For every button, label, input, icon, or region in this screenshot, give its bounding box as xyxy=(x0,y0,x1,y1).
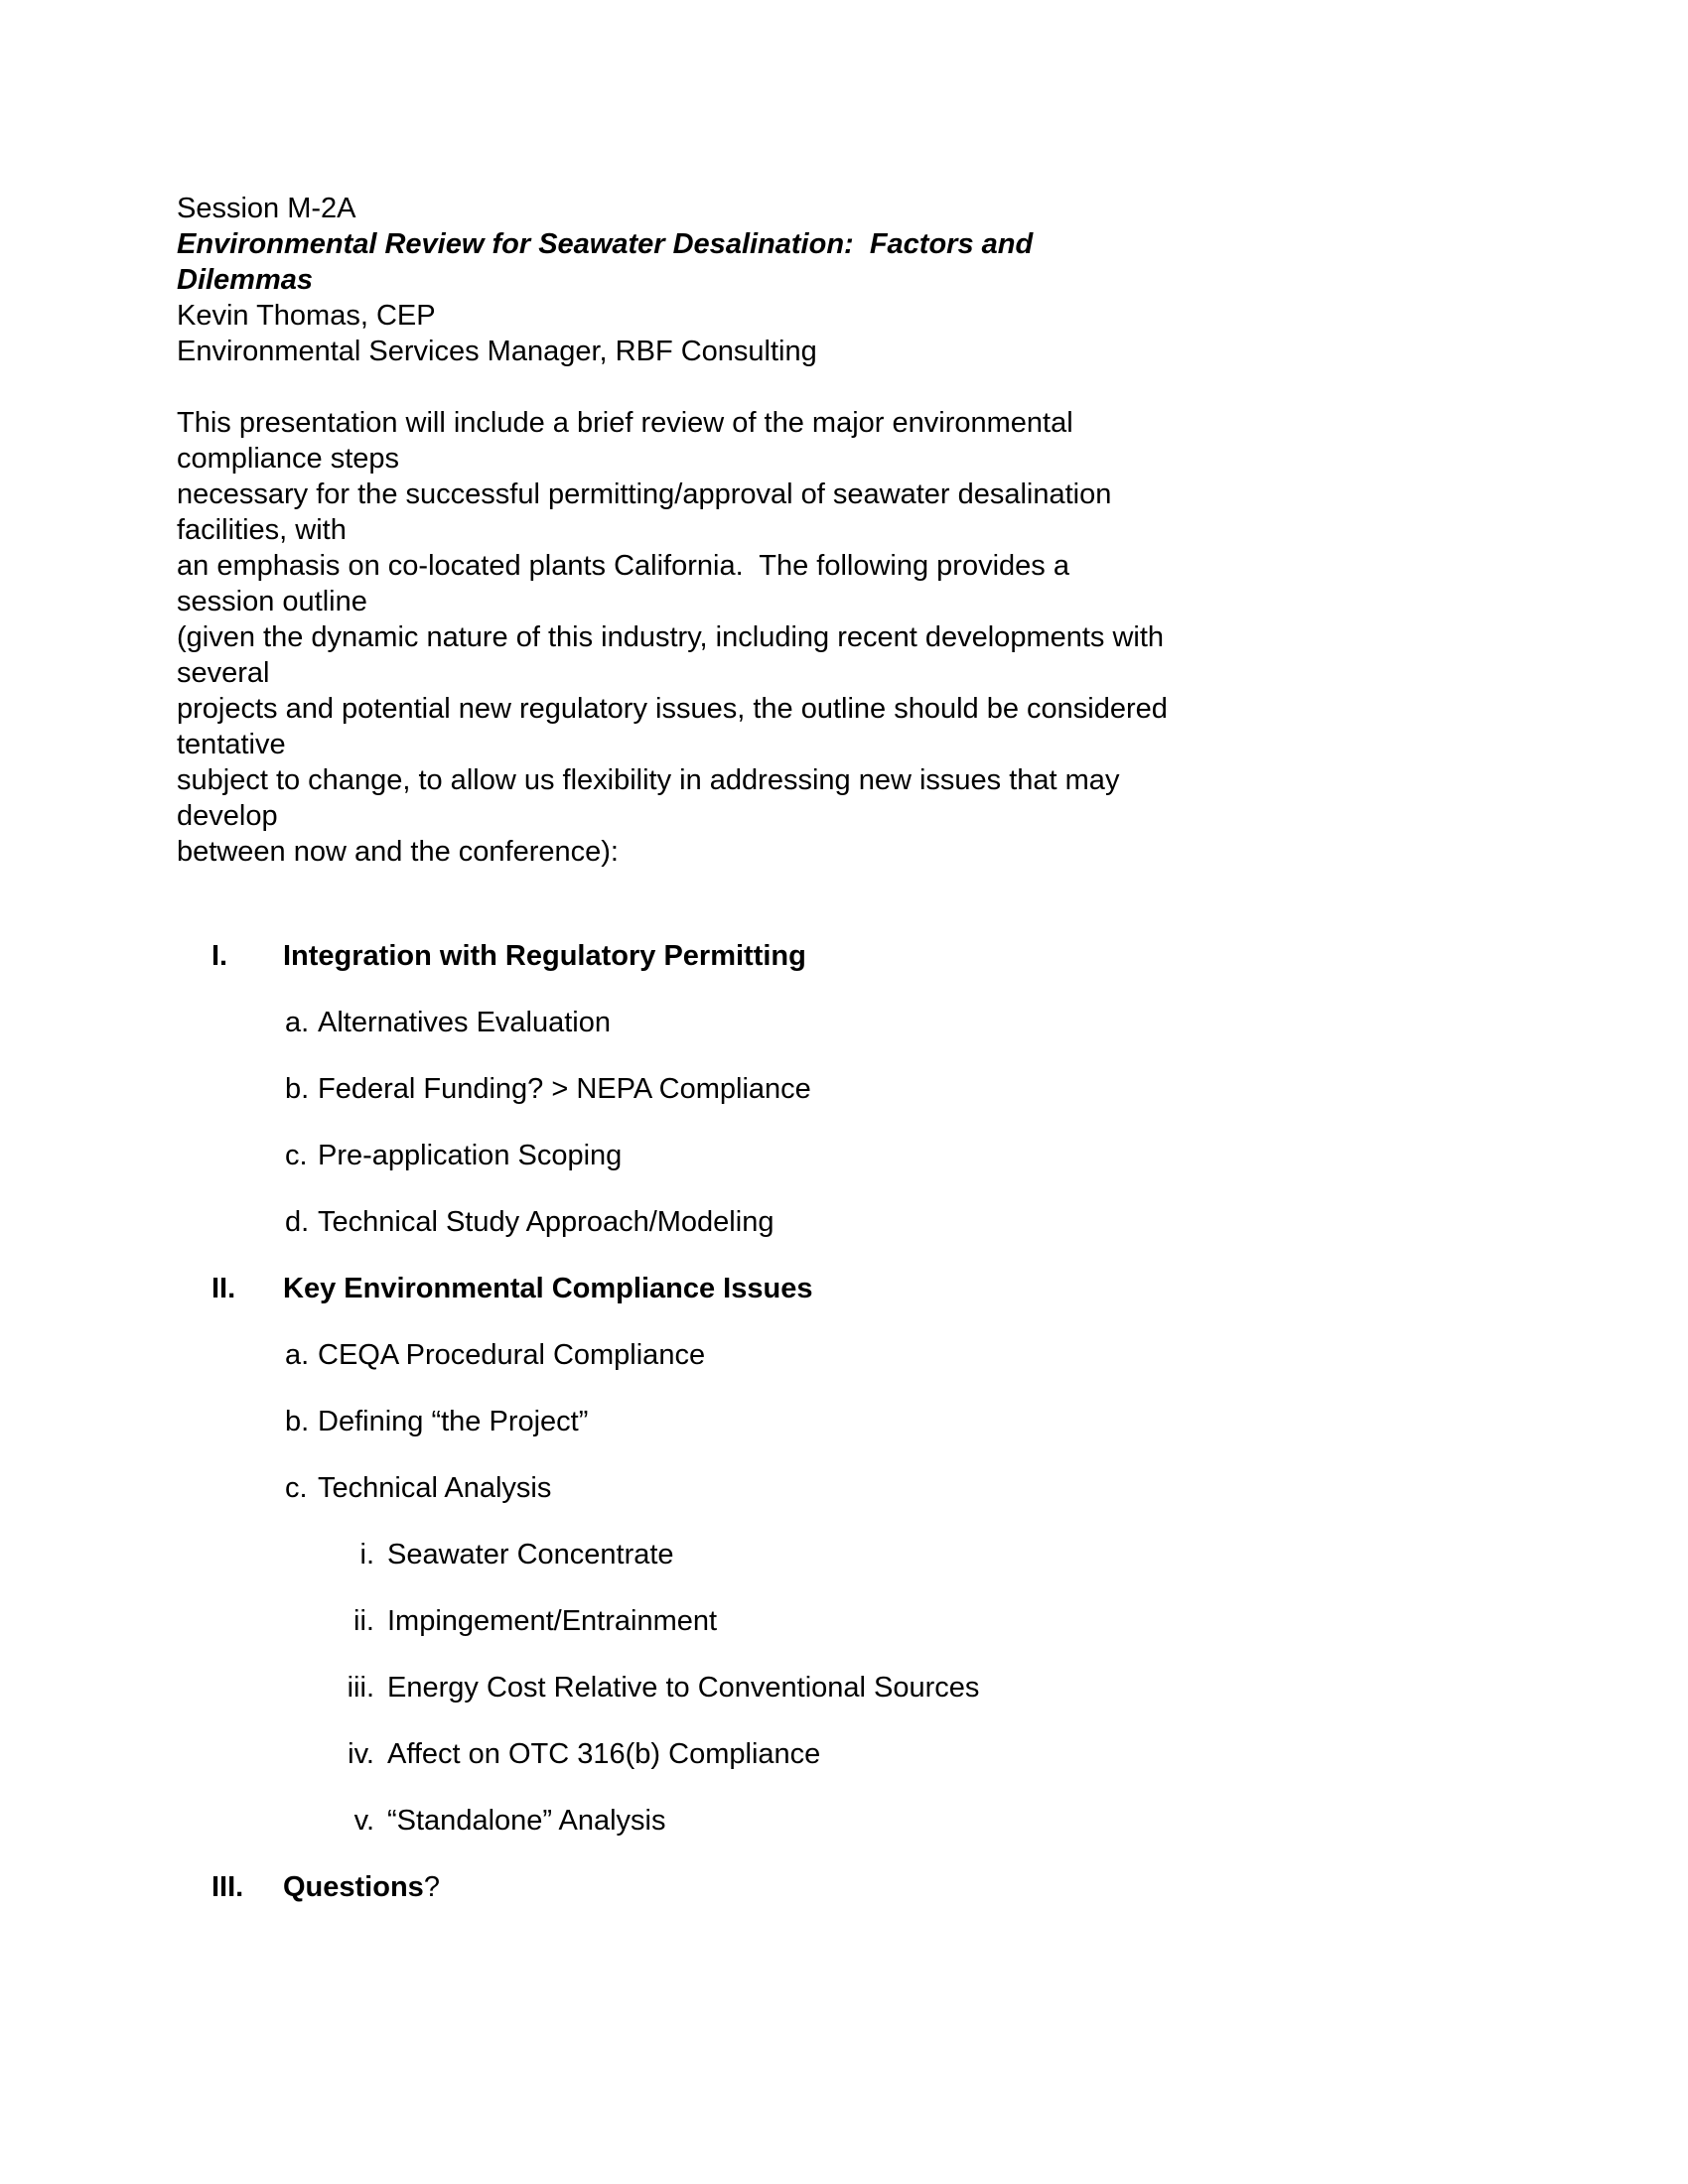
outline-section-2 xyxy=(177,1271,1170,1306)
intro-line: This presentation will include a brief review of the major environmental compliance steps xyxy=(177,407,1081,475)
outline-number: II. xyxy=(211,1273,236,1304)
outline-number: b. xyxy=(285,1073,310,1105)
outline-number: I. xyxy=(211,940,228,972)
outline-section-3 xyxy=(177,1869,1170,1905)
outline-label: Federal Funding? > NEPA Compliance xyxy=(318,1073,811,1105)
outline-label-bold: Questions xyxy=(283,1871,424,1903)
outline-label: Affect on OTC 316(b) Compliance xyxy=(387,1738,821,1770)
outline-number: c. xyxy=(285,1472,308,1504)
outline-label: Defining “the Project” xyxy=(318,1406,589,1437)
session-number: Session M-2A xyxy=(177,193,356,224)
document-content xyxy=(177,191,1176,1936)
intro-line: projects and potential new regulatory issues, the outline should be considered tentative xyxy=(177,693,1176,760)
outline-item-2a xyxy=(177,1337,1170,1373)
outline-subitem-2c-i xyxy=(177,1537,1170,1572)
outline-label: Alternatives Evaluation xyxy=(318,1007,611,1038)
outline-item-1c xyxy=(177,1138,1170,1173)
intro-line: between now and the conference): xyxy=(177,836,619,868)
outline-label: Key Environmental Compliance Issues xyxy=(283,1273,813,1304)
outline-label: Impingement/Entrainment xyxy=(387,1605,718,1637)
outline-number: c. xyxy=(285,1140,308,1171)
outline-number: ii. xyxy=(353,1605,374,1637)
outline-label: Pre-application Scoping xyxy=(318,1140,623,1171)
outline-item-1a xyxy=(177,1005,1170,1040)
intro-paragraph xyxy=(177,405,1176,870)
intro-line: subject to change, to allow us flexibility in addressing new issues that may develop xyxy=(177,764,1128,832)
intro-line: (given the dynamic nature of this industry, including recent developments with several xyxy=(177,621,1173,689)
outline-number: iii. xyxy=(347,1672,374,1704)
outline-item-2c xyxy=(177,1470,1170,1506)
session-outline xyxy=(177,938,1170,1905)
intro-line: an emphasis on co-located plants California. The following provides a session outline xyxy=(177,550,1078,617)
outline-number: i. xyxy=(359,1539,374,1570)
outline-label: Integration with Regulatory Permitting xyxy=(283,940,806,972)
author-name: Kevin Thomas, CEP xyxy=(177,300,436,332)
outline-subitem-2c-ii xyxy=(177,1603,1170,1639)
outline-item-1d xyxy=(177,1204,1170,1240)
outline-number: iv. xyxy=(348,1738,374,1770)
outline-label xyxy=(283,1869,440,1905)
intro-line: necessary for the successful permitting/approval of seawater desalination facilities, with xyxy=(177,478,1120,546)
outline-label: Seawater Concentrate xyxy=(387,1539,674,1570)
outline-label: Technical Study Approach/Modeling xyxy=(318,1206,774,1238)
outline-number: v. xyxy=(353,1805,374,1837)
outline-label: “Standalone” Analysis xyxy=(387,1805,666,1837)
outline-item-1b xyxy=(177,1071,1170,1107)
outline-item-2b xyxy=(177,1404,1170,1439)
outline-label: Energy Cost Relative to Conventional Sources xyxy=(387,1672,980,1704)
outline-number: b. xyxy=(285,1406,310,1437)
outline-subitem-2c-iv xyxy=(177,1736,1170,1772)
outline-number: a. xyxy=(285,1339,310,1371)
outline-label-suffix: ? xyxy=(423,1871,440,1903)
document-header xyxy=(177,191,1170,369)
outline-section-1 xyxy=(177,938,1170,974)
outline-number: d. xyxy=(285,1206,310,1238)
author-role: Environmental Services Manager, RBF Consulting xyxy=(177,336,817,367)
outline-label: Technical Analysis xyxy=(318,1472,552,1504)
outline-subitem-2c-iii xyxy=(177,1670,1170,1706)
outline-number: a. xyxy=(285,1007,310,1038)
outline-label: CEQA Procedural Compliance xyxy=(318,1339,706,1371)
outline-number: III. xyxy=(211,1871,244,1903)
outline-subitem-2c-v xyxy=(177,1803,1170,1839)
document-title: Environmental Review for Seawater Desalination: Factors and Dilemmas xyxy=(177,228,1042,296)
